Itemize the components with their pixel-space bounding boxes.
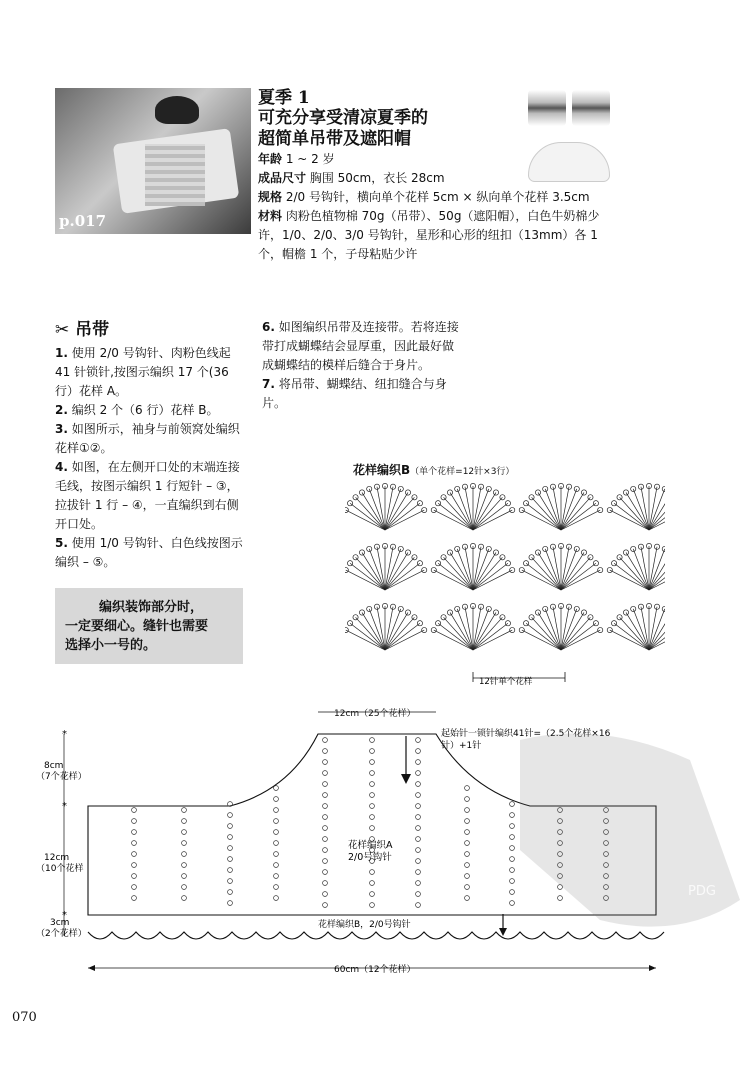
chain-loop (345, 627, 348, 632)
chain-dot (416, 760, 421, 765)
chain-dot (465, 863, 470, 868)
stitch-stroke (473, 497, 502, 530)
chain-loop (519, 567, 524, 572)
pattern-b-band-label: 花样编织B，2/0号钩针 (318, 920, 411, 930)
chain-loop (347, 501, 352, 506)
chain-dot (370, 881, 375, 886)
chain-dot (323, 760, 328, 765)
left-bot-pattern: （2个花样） (36, 929, 87, 939)
chain-dot (182, 830, 187, 835)
chain-loop (405, 550, 410, 555)
band-arrow-icon (499, 928, 507, 936)
chain-dot (510, 890, 515, 895)
chain-dot (416, 804, 421, 809)
chain-dot (323, 870, 328, 875)
stitch-stroke (532, 617, 561, 650)
chain-loop (581, 610, 586, 615)
chain-dot (465, 885, 470, 890)
chain-dot (370, 892, 375, 897)
chain-dot (274, 808, 279, 813)
chain-loop (441, 615, 446, 620)
total-width-label: 60cm（12个花样） (334, 965, 416, 975)
chain-dot (323, 804, 328, 809)
chain-loop (345, 507, 348, 512)
chain-dot (323, 837, 328, 842)
step-4: 4. 如图，在左侧开口处的末端连接毛线，按图示编织 1 行短针 – ③，拉拔针 1 行 – ④，一直编织到右侧开口处。 (55, 460, 240, 531)
chain-loop (611, 501, 616, 506)
chain-loop (405, 610, 410, 615)
chain-dot (323, 848, 328, 853)
chain-dot (465, 841, 470, 846)
chain-loop (588, 615, 593, 620)
chain-loop (500, 555, 505, 560)
chain-loop (607, 567, 612, 572)
chain-dot (182, 819, 187, 824)
step-1: 1. 使用 2/0 号钩针、肉粉色线起 41 针锁针,按图示编织 17 个(36 行）花样 A。 (55, 346, 231, 398)
chain-dot (510, 901, 515, 906)
chain-dot (323, 881, 328, 886)
chain-dot (182, 852, 187, 857)
chain-loop (441, 495, 446, 500)
chain-loop (581, 550, 586, 555)
start-note-2: 针）+1针 (441, 741, 482, 751)
chain-dot (416, 903, 421, 908)
chain-dot (416, 826, 421, 831)
gauge-row: 规格 2/0 号钩针，横向单个花样 5cm × 纵向单个花样 3.5cm (258, 190, 590, 204)
chain-dot (182, 808, 187, 813)
tip-text: 编织装饰部分时， 一定要细心。缝针也需要 选择小一号的。 (65, 600, 209, 653)
chain-dot (132, 852, 137, 857)
left-bot-cm: 3cm (50, 918, 70, 928)
chain-dot (370, 749, 375, 754)
chain-loop (581, 490, 586, 495)
stitch-stroke (444, 497, 473, 530)
step-2: 2. 编织 2 个（6 行）花样 B。 (55, 403, 219, 417)
left-top-cm: 8cm (44, 761, 64, 771)
step-6: 6. 如图编织吊带及连接带。若将连接带打成蝴蝶结会显厚重，因此最好做成蝴蝶结的模样后缝合于身片。 (262, 320, 459, 372)
stitch-stroke (356, 497, 385, 530)
chain-loop (447, 610, 452, 615)
chain-loop (431, 507, 436, 512)
chain-loop (607, 627, 612, 632)
page-number: 070 (12, 1010, 37, 1025)
chain-dot (370, 760, 375, 765)
chain-dot (274, 819, 279, 824)
chain-dot (132, 885, 137, 890)
chain-loop (529, 615, 534, 620)
chain-dot (416, 815, 421, 820)
photo-page-tag: p.017 (59, 212, 107, 230)
stitch-stroke (473, 557, 502, 590)
chart-b-title: 花样编织B（单个花样=12针×3行） (353, 463, 515, 477)
chain-dot (510, 835, 515, 840)
chain-loop (359, 550, 364, 555)
chain-dot (558, 896, 563, 901)
chain-dot (132, 830, 137, 835)
chain-dot (132, 863, 137, 868)
chain-loop (417, 501, 422, 506)
chain-dot (323, 738, 328, 743)
chain-dot (274, 885, 279, 890)
chain-loop (505, 501, 510, 506)
stitch-stroke (649, 557, 665, 590)
photo-garment (145, 144, 205, 206)
chain-dot (274, 841, 279, 846)
chain-dot (132, 896, 137, 901)
stitch-stroke (620, 497, 649, 530)
chain-loop (510, 507, 515, 512)
chain-dot (274, 797, 279, 802)
chain-dot (416, 870, 421, 875)
chain-loop (598, 627, 603, 632)
chain-loop (543, 606, 548, 611)
chain-loop (588, 495, 593, 500)
chain-loop (523, 621, 528, 626)
chain-dot (323, 771, 328, 776)
yarn-thumbnails (520, 90, 620, 190)
chain-loop (435, 501, 440, 506)
step-3: 3. 如图所示，袖身与前领窝处编织花样①②。 (55, 422, 240, 455)
chain-dot (370, 793, 375, 798)
chain-dot (370, 815, 375, 820)
chain-loop (523, 501, 528, 506)
chain-loop (543, 486, 548, 491)
chain-loop (529, 555, 534, 560)
chain-dot (370, 771, 375, 776)
chain-loop (412, 495, 417, 500)
chain-dot (416, 892, 421, 897)
chain-dot (416, 837, 421, 842)
chain-loop (598, 567, 603, 572)
chain-loop (519, 507, 524, 512)
stitch-stroke (444, 617, 473, 650)
chain-dot (228, 901, 233, 906)
chain-dot (182, 874, 187, 879)
chain-loop (574, 606, 579, 611)
chain-loop (617, 615, 622, 620)
chain-dot (132, 874, 137, 879)
chain-dot (465, 830, 470, 835)
stitch-chart-b (345, 472, 665, 692)
stitch-stroke (444, 557, 473, 590)
chain-loop (617, 495, 622, 500)
chain-dot (416, 749, 421, 754)
step-7: 7. 将吊带、蝴蝶结、纽扣缝合与身片。 (262, 377, 447, 410)
chain-dot (416, 859, 421, 864)
stitch-stroke (561, 497, 590, 530)
chain-dot (228, 835, 233, 840)
hat-thumbnail (528, 142, 610, 182)
chain-loop (353, 495, 358, 500)
chain-dot (370, 738, 375, 743)
chain-dot (323, 749, 328, 754)
chain-dot (465, 808, 470, 813)
age-row: 年龄 1 ~ 2 岁 (258, 152, 335, 166)
chain-loop (431, 627, 436, 632)
chain-loop (412, 615, 417, 620)
title-line-1: 可充分享受清凉夏季的 (258, 108, 428, 128)
chain-loop (617, 555, 622, 560)
chain-loop (441, 555, 446, 560)
left-mid-pattern: （10个花样 (36, 864, 84, 874)
chain-loop (345, 567, 348, 572)
chain-dot (323, 903, 328, 908)
chain-loop (422, 627, 427, 632)
chain-dot (182, 885, 187, 890)
title-line-2: 超简单吊带及遮阳帽 (258, 129, 411, 149)
chain-dot (132, 808, 137, 813)
svg-text:*: * (62, 729, 67, 740)
step-5: 5. 使用 1/0 号钩针、白色线按图示编织 – ⑤。 (55, 536, 243, 569)
stitch-stroke (649, 617, 665, 650)
chain-dot (132, 841, 137, 846)
chain-dot (323, 793, 328, 798)
garment-schematic (0, 700, 750, 990)
chain-dot (323, 815, 328, 820)
pattern-a-label: 花样编织A (348, 840, 393, 851)
chain-loop (535, 550, 540, 555)
chain-loop (422, 567, 427, 572)
chain-dot (182, 896, 187, 901)
stitch-stroke (385, 557, 414, 590)
stitch-stroke (561, 557, 590, 590)
chain-loop (500, 615, 505, 620)
chain-dot (182, 863, 187, 868)
chain-dot (510, 802, 515, 807)
start-arrow-icon (401, 774, 411, 784)
instructions-right (262, 318, 462, 413)
chain-dot (228, 890, 233, 895)
fan-pattern (345, 483, 665, 650)
chain-loop (535, 490, 540, 495)
stitch-stroke (532, 497, 561, 530)
chain-dot (510, 857, 515, 862)
stitch-stroke (385, 497, 414, 530)
chain-loop (353, 555, 358, 560)
chain-loop (623, 610, 628, 615)
section-title: ✂ 吊带 (55, 320, 110, 340)
chain-loop (623, 550, 628, 555)
chain-loop (598, 507, 603, 512)
stitch-stroke (561, 617, 590, 650)
chain-dot (228, 824, 233, 829)
chain-loop (447, 550, 452, 555)
chain-loop (510, 567, 515, 572)
chain-dot (370, 804, 375, 809)
stitch-stroke (532, 557, 561, 590)
chain-loop (422, 507, 427, 512)
chain-loop (535, 610, 540, 615)
yarn-skein-1 (528, 90, 566, 126)
chain-loop (574, 486, 579, 491)
chain-dot (274, 852, 279, 857)
stitch-stroke (356, 557, 385, 590)
product-photo (55, 88, 251, 234)
chain-loop (353, 615, 358, 620)
chain-loop (588, 555, 593, 560)
chain-dot (228, 868, 233, 873)
hook-a-label: 2/0号钩针 (348, 852, 392, 863)
material-row: 材料 肉粉色植物棉 70g（吊带）、50g（遮阳帽），白色牛奶棉少许，1/0、2/0、3/0 号钩针，星形和心形的纽扣（13mm）各 1 个，帽檐 1 个，子母粘贴少许 (258, 209, 600, 261)
chain-loop (529, 495, 534, 500)
start-note-1: 起始针一锁针编织41针=（2.5个花样×16 (441, 729, 611, 739)
stitch-stroke (385, 617, 414, 650)
chain-dot (274, 874, 279, 879)
chain-loop (431, 567, 436, 572)
chain-dot (323, 859, 328, 864)
chain-loop (519, 627, 524, 632)
left-top-pattern: （7个花样） (36, 772, 87, 782)
ribbon-icon: ✂ (55, 320, 76, 340)
chain-dot (274, 863, 279, 868)
chain-dot (274, 786, 279, 791)
chain-dot (182, 841, 187, 846)
chain-dot (228, 846, 233, 851)
chain-loop (510, 627, 515, 632)
chain-dot (416, 782, 421, 787)
chain-dot (370, 870, 375, 875)
chain-dot (416, 848, 421, 853)
stitch-stroke (620, 557, 649, 590)
chain-dot (416, 793, 421, 798)
chain-dot (323, 782, 328, 787)
chain-dot (416, 738, 421, 743)
stitch-stroke (620, 617, 649, 650)
chain-dot (323, 826, 328, 831)
scalloped-edge (88, 932, 664, 939)
stitch-stroke (473, 617, 502, 650)
instructions-left (55, 318, 245, 572)
chain-dot (510, 879, 515, 884)
chain-loop (523, 561, 528, 566)
season-label: 夏季 1 (258, 88, 310, 108)
chain-dot (465, 786, 470, 791)
repeat-label: 12针单个花样 (479, 677, 533, 687)
chain-dot (228, 813, 233, 818)
chain-dot (465, 852, 470, 857)
chain-loop (412, 555, 417, 560)
chain-dot (465, 819, 470, 824)
tip-box (55, 588, 243, 664)
chain-dot (465, 896, 470, 901)
chain-dot (132, 819, 137, 824)
svg-text:*: * (62, 801, 67, 812)
chain-dot (274, 830, 279, 835)
chain-loop (543, 546, 548, 551)
chain-dot (323, 892, 328, 897)
chain-loop (574, 546, 579, 551)
chain-dot (465, 797, 470, 802)
chain-dot (416, 881, 421, 886)
chain-loop (493, 550, 498, 555)
svg-text:*: * (62, 910, 67, 921)
top-width-label: 12cm（25个花样） (334, 709, 416, 719)
chain-dot (370, 826, 375, 831)
chain-dot (510, 824, 515, 829)
watermark-text: PDG (688, 884, 716, 899)
yarn-skein-2 (572, 90, 610, 126)
chain-dot (510, 813, 515, 818)
chain-loop (500, 495, 505, 500)
chain-dot (510, 846, 515, 851)
chain-dot (465, 874, 470, 879)
chain-dot (510, 868, 515, 873)
left-mid-cm: 12cm (44, 853, 70, 863)
chain-dot (228, 879, 233, 884)
chain-dot (370, 903, 375, 908)
size-row: 成品尺寸 胸围 50cm，衣长 28cm (258, 171, 445, 185)
chain-dot (228, 857, 233, 862)
stitch-stroke (356, 617, 385, 650)
chain-loop (359, 610, 364, 615)
chain-dot (274, 896, 279, 901)
chain-loop (493, 610, 498, 615)
stitch-stroke (649, 497, 665, 530)
photo-doll (155, 96, 199, 124)
chain-dot (416, 771, 421, 776)
chain-dot (370, 782, 375, 787)
